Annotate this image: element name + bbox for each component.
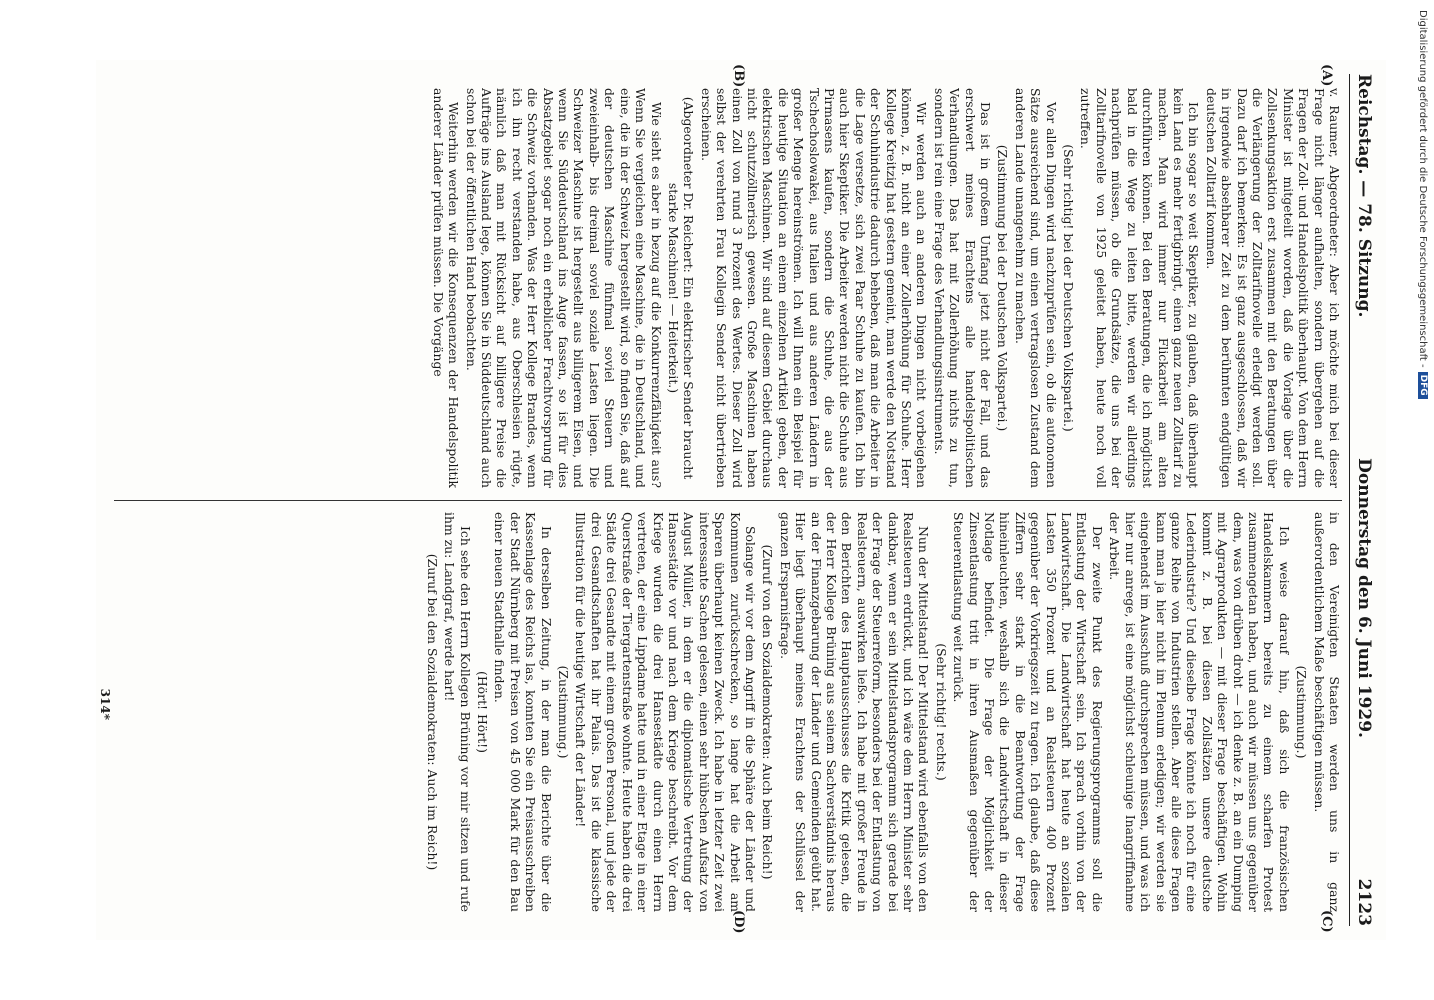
page-header [1349,74,1378,926]
paragraph: Wir werden auch an anderen Dingen nicht vorbeigehen können, z. B. nicht an einer Zollerhöhung für Schuhe. Herr Kollege Kreitzig hat gestern gemeint, man werde den Notstand der Schuhindustrie dadurch beheben, daß man die Arbeiter in die Lage versetze, sich zwei Paar Schuhe zu kaufen. Ich bin auch hier Skeptiker. Die Arbeiter werden nicht die Schuhe aus Pirmasens kaufen, sondern die Schuhe, die aus der Tschechoslowakei, aus Italien und aus anderen Ländern in großer Menge hereinströmen. Ich will Ihnen ein Beispiel für die heutige Situation an einem einzelnen Artikel geben, der elektrischen Maschinen. Wir sind auf diesem Gebiet durchaus nicht schutzzöllnerisch gewesen. Große Maschinen haben einen Zoll von rund 3 Prozent des Wertes. Dieser Zoll wird selbst der verehrten Frau Kollegin Sender nicht übertrieben erscheinen. [698,88,930,488]
margin-mark-b: (B) [731,64,746,88]
credit-text: Digitalisierung gefördert durch die Deutsche Forschungsgemeinschaft - [1417,10,1429,368]
column-divider [114,500,1342,501]
paragraph: Der zweite Punkt des Regierungsprogramms soll die Entlastung der Wirtschaft sein. Ich sprach vorhin von der Landwirtschaft. Die Landwirtschaft hat heute an sozialen Lasten 350 Prozent und an Realsteuern 400 Prozent gegenüber der Vorkriegszeit zu tragen. Ich glaube, daß diese Ziffern sehr stark in die Beantwortung der Frage hineinleuchten, weshalb sich die Landwirtschaft in dieser Notlage befindet. Die Frage der Möglichkeit der Zinsentlastung tritt in ihren Ausmaßen gegenüber der Steuerentlastung weit zurück. [951,512,1105,912]
interjection: (Zustimmung.) [556,665,572,759]
paragraph: Ich bin sogar so weit Skeptiker, zu glauben, daß überhaupt kein Land es mehr fertigbringt, einen ganz neuen Zolltarif zu machen. Man wird immer nur Flickarbeit am alten durchführen können. Bei den Beratungen, die ich möglichst bald in die Wege zu leiten bitte, werden wir allerdings nachprüfen müssen, ob die Grundsätze, die uns bei der Zolltarifnovelle von 1925 geleitet haben, heute noch voll zutreffen. [1078,88,1202,488]
interjection: (Abgeordneter Dr. Reichert: Ein elektrischer Sender braucht starke Maschinen! — Heiterkeit.) [665,96,697,480]
paragraph: Weiterhin werden wir die Konsequenzen der Handelspolitik anderer Länder prüfen müssen. Die Vorgänge [430,88,462,488]
header-page-number: 2123 [1354,878,1374,926]
paragraph: Ich sehe den Herrn Kollegen Brüning vor mir sitzen und rufe ihm zu: Landgraf, werde hart! [442,512,473,912]
interjection: (Zuruf bei den Sozialdemokraten: Auch im Reich!) [424,553,440,871]
paragraph: Ich weise darauf hin, daß sich die französischen Handelskammern bereits zu einem scharfen Protest zusammengetan haben, und auch wir müssen uns gegenüber dem, was von drüben droht — ich denke z. B. an ein Dumping mit Agrarprodukten — mit dieser Frage beschäftigen. Wohin kommt z. B. bei diesen Zollsätzen unsere deutsche Lederindustrie? Und dieselbe Frage könnte ich noch für eine ganze Reihe von Industrien stellen. Aber alle diese Fragen kann man ja hier nicht im Plenum erledigen; wir werden sie eingehendst im Ausschuß durchsprechen müssen, und was ich hier nur anrege, ist eine möglichst schleunige Inangriffnahme der Arbeit. [1107,512,1292,912]
dfg-logo: DFG [1418,372,1428,399]
interjection: (Zustimmung.) [1294,665,1310,759]
paragraph: v. Raumer, Abgeordneter: Aber ich möchte mich bei dieser Frage nicht länger aufhalten, sondern übergehen auf die Fragen der Zoll- und Handelspolitik überhaupt. Von dem Herrn Minister ist mitgeteilt worden, daß die Vorlage über die Zollsenkungsaktion erst zusammen mit den Beratungen über die Verlängerung der Zolltarifnovelle erledigt werden soll. Dazu darf ich bemerken: Es ist ganz ausgeschlossen, daß wir in irgendwie absehbarer Zeit zu dem berühmten endgültigen deutschen Zolltarif kommen. [1203,88,1342,488]
interjection: (Zustimmung bei der Deutschen Volkspartei.) [995,144,1011,432]
header-center: Donnerstag den 6. Juni 1929. [1354,458,1374,738]
right-column [114,512,1342,912]
interjection: (Sehr richtig! bei der Deutschen Volkspartei.) [1061,144,1077,432]
paragraph: Vor allen Dingen wird nachzuprüfen sein, ob die autonomen Sätze ausreichend sind, um einen vertragslosen Zustand dem anderen Lande unangenehm zu machen. [1012,88,1059,488]
left-column [114,88,1342,488]
paragraph: Solange wir vor dem Angriff in die Sphäre der Länder und Kommunen zurückschrecken, so lange hat die Arbeit am Sparen überhaupt keinen Zweck. Ich habe in letzter Zeit zwei interessante Sachen gelesen, einen sehr hübschen Aufsatz von August Müller, in dem er die diplomatische Vertretung der Hansestädte vor und nach dem Kriege beschreibt. Vor dem Kriege wurden die drei Hansestädte durch einen Herrn vertreten, der eine Lippdame hatte und in einer Etage in einer Querstraße der Tiergartenstraße wohnte. Heute haben die drei Städte drei Gesandte mit einem großen Personal, und jede der drei Gesandtschaften hat ihr Palais. Das ist die klassische Illustration für die heutige Wirtschaft der Länder! [573,512,758,912]
digitization-credit [1412,10,1434,990]
paragraph: in den Vereinigten Staaten werden uns in ganz außerordentlichem Maße beschäftigen müssen. [1311,512,1342,912]
document-page [96,60,1386,940]
paragraph: Wie sieht es aber in bezug auf die Konkurrenzfähigkeit aus? Wenn Sie vergleichen eine Maschine, die in Deutschland, und eine, die in der Schweiz hergestellt wird, so finden Sie, daß auf der deutschen Maschine fünfmal soviel Steuern und zweieinhalb- bis dreimal soviel soziale Lasten liegen. Die Schweizer Maschine ist hergestellt aus billigerem Eisen, und wenn Sie Süddeutschland ins Auge fassen, so ist für dies Absatzgebiet sogar noch ein erheblicher Frachtvorsprung für die Schweiz vorhanden. Was der Herr Kollege Brandes, wenn ich ihn recht verstanden habe, aus Oberschlesien rügte, nämlich daß man mit Rücksicht auf billigere Preise die Aufträge ins Ausland lege, können Sie in Süddeutschland auch schon bei der öffentlichen Hand beobachten. [463,88,664,488]
paragraph: In derselben Zeitung, in der man die Berichte über die Kassenlage des Reichs las, konnten Sie ein Preisausschreiben der Stadt Nürnberg mit Preisen von 45 000 Mark für den Bau einer neuen Stadthalle finden. [492,512,554,912]
interjection: (Zuruf von den Sozialdemokraten: Auch beim Reich!) [760,544,776,880]
header-left: Reichstag. — 78. Sitzung. [1354,74,1374,318]
margin-mark-c: (C) [1319,910,1334,933]
rotated-page [96,60,1386,940]
margin-mark-d: (D) [731,910,746,934]
interjection: (Sehr richtig! rechts.) [933,643,949,781]
interjection: (Hört! Hört!) [475,671,491,753]
paragraph: Das ist in großem Umfang jetzt nicht der Fall, und das erschwert meines Erachtens alle handelspolitischen Verhandlungen. Das hat mit Zollerhöhung nichts zu tun, sondern ist rein eine Frage des Verhandlungsinstruments. [931,88,994,488]
margin-mark-a: (A) [1319,64,1334,87]
footer-number: 314* [98,688,112,720]
paragraph: Nun der Mittelstand! Der Mittelstand wird ebenfalls von den Realsteuern erdrückt, und ich wäre dem Herrn Minister sehr dankbar, wenn er sein Mittelstandsprogramm sich gerade bei der Frage der Steuerreform, besonders bei der Entlastung von Realsteuern, auswirken ließe. Ich habe mit großer Freude in den Berichten des Hauptausschusses die Kritik gelesen, die der Herr Kollege Brüning aus seinem Sachverständnis heraus an der Finanzgebarung der Länder und Gemeinden geübt hat. Hier liegt überhaupt meines Erachtens der Schlüssel der ganzen Ersparnisfrage. [777,512,932,912]
